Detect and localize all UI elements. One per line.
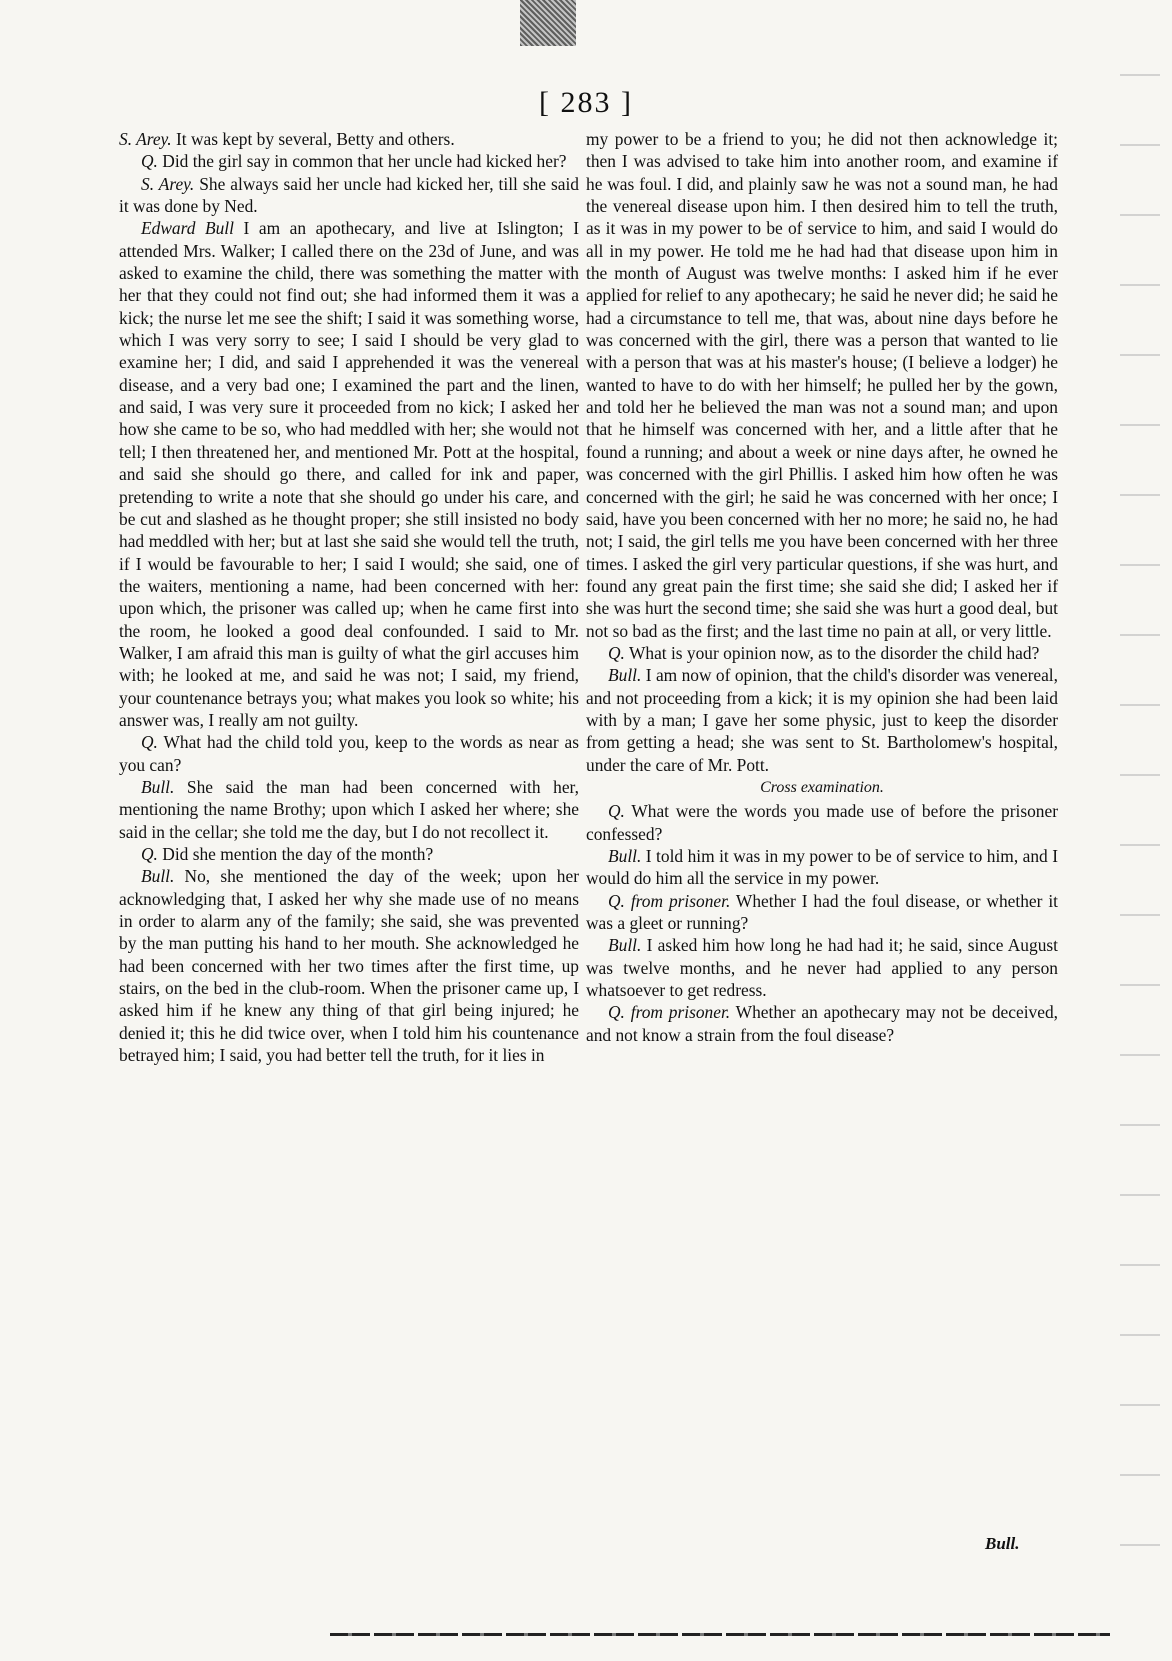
footer-rule	[330, 1633, 1110, 1636]
testimony-paragraph	[119, 731, 579, 776]
testimony-paragraph	[586, 642, 1058, 664]
page-edge-marks	[1120, 40, 1160, 1600]
paragraph-text: She said the man had been concerned with her, mentioning the name Brothy; upon which I asked her where; she said in the cellar; she told me the day, but I do not recollect it.	[119, 776, 579, 842]
speaker-label: Bull.	[141, 776, 175, 797]
paragraph-text: What had the child told you, keep to the words as near as you can?	[119, 732, 579, 775]
speaker-label: Bull.	[141, 866, 175, 887]
testimony-paragraph	[119, 843, 579, 865]
paragraph-text: Did the girl say in common that her uncle had kicked her?	[157, 151, 567, 172]
speaker-label: Q.	[141, 732, 158, 753]
speaker-label: Q.	[608, 801, 625, 822]
testimony-paragraph	[586, 845, 1058, 890]
speaker-label: Q. from prisoner.	[608, 1002, 731, 1023]
speaker-label: Bull.	[608, 846, 642, 866]
paragraph-text: I asked him how long he had had it; he said, since August was twelve months, and he never had applied to any person whatsoever to get redress.	[586, 935, 1058, 1001]
testimony-paragraph	[119, 776, 579, 843]
speaker-label: Bull.	[608, 665, 642, 686]
section-heading: Cross examination.	[760, 778, 884, 796]
testimony-paragraph	[586, 128, 1058, 642]
speaker-label: Q.	[608, 642, 625, 663]
speaker-label: Q.	[141, 844, 158, 864]
left-column	[119, 128, 579, 1066]
paragraph-text: Whether an apothecary may not be deceived, and not know a strain from the foul disease?	[586, 1002, 1058, 1045]
testimony-paragraph	[586, 1001, 1058, 1046]
paragraph-text: I told him it was in my power to be of service to him, and I would do him all the service in my power.	[586, 846, 1058, 889]
catchword: Bull.	[985, 1534, 1020, 1553]
speaker-label: Edward Bull	[141, 218, 234, 239]
testimony-paragraph	[119, 150, 579, 172]
speaker-label: Bull.	[608, 935, 642, 956]
testimony-paragraph	[119, 865, 579, 1066]
testimony-paragraph	[586, 664, 1058, 776]
speaker-label: Q. from prisoner.	[608, 890, 731, 911]
paragraph-text: Did she mention the day of the month?	[157, 844, 434, 864]
testimony-paragraph	[586, 890, 1058, 935]
testimony-paragraph	[119, 217, 579, 731]
speaker-label: Q.	[141, 151, 158, 172]
paragraph-text: No, she mentioned the day of the week; upon her acknowledging that, I asked her why she made use of no means in order to alarm any of the family; she said, she was prevented by the man putting his hand to her mouth. She acknowledged he had been concerned with her two times after the first time, up stairs, on the bed in the club-room. When the prisoner came up, I asked him if he knew any thing of that girl being injured; he denied it; this he did twice over, when I told him his countenance betrayed him; I said, you had better tell the truth, for it lies in	[119, 866, 579, 1066]
paragraph-text: What is your opinion now, as to the disorder the child had?	[624, 642, 1040, 663]
paragraph-text: It was kept by several, Betty and others.	[171, 129, 455, 149]
speaker-label: S. Arey.	[119, 129, 172, 149]
paragraph-text: I am now of opinion, that the child's disorder was venereal, and not proceeding from a kick; it is my opinion she had been laid with by a man; I gave her some physic, just to keep the disorder from getting a head; she was sent to St. Bartholomew's hospital, under the care of Mr. Pott.	[586, 665, 1058, 775]
speaker-label: S. Arey.	[141, 173, 195, 194]
page-number: [ 283 ]	[539, 86, 633, 119]
testimony-paragraph	[119, 128, 579, 150]
testimony-paragraph	[119, 173, 579, 218]
right-column	[586, 128, 1058, 1046]
header-ornament	[520, 0, 576, 46]
paragraph-text: She always said her uncle had kicked her, till she said it was done by Ned.	[119, 173, 579, 217]
testimony-paragraph	[586, 800, 1058, 845]
paragraph-text: What were the words you made use of before the prisoner confessed?	[586, 801, 1058, 844]
testimony-paragraph	[586, 934, 1058, 1001]
paragraph-text: Whether I had the foul disease, or whether it was a gleet or running?	[586, 890, 1058, 934]
paragraph-text: my power to be a friend to you; he did not then acknowledge it; then I was advised to take him into another room, and examine if he was foul. I did, and plainly saw he was not a sound man, he had the venereal disease upon him. I then desired him to tell the truth, as it was in my power to be of service to him, and said I would do all in my power. He told me he had had that disease upon him in the month of August was twelve months: I asked him if he ever applied for relief to any apothecary; he said he never did; he said he had a circumstance to tell me, that was, about nine days before he was concerned with the girl, there was a person that wanted to lie with a person that was at his master's house; (I believe a lodger) he wanted to have to do with her himself; he pulled her by the gown, and told her he believed the man was not a sound man; and upon that he himself was concerned with her, and a little after that he found a running; and about a week or nine days after, he owned he was concerned with the girl Phillis. I asked him how often he was concerned with the girl; he said he was concerned with her once; I said, have you been concerned with her no more; he said no, he had not; I said, the girl tells me you have been concerned with her three times. I asked the girl very particular questions, if she was hurt, and found any great pain the first time; she said she did; I asked her if she was hurt the second time; she said she was hurt a good deal, but not so bad as the first; and the last time no pain at all, or very little.	[586, 129, 1058, 641]
paragraph-text: I am an apothecary, and live at Islington; I attended Mrs. Walker; I called there on the 23d of June, and was asked to examine the child, there was something the matter with her that they could not find out; she had informed them it was a kick; the nurse let me see the shift; I said it was something worse, which I was very sorry to see; I said I should be very glad to examine her; I did, and said I apprehended it was the venereal disease, and a very bad one; I examined the part and the linen, and said, I was very sure it proceeded from no kick; I asked her how she came to be so, who had meddled with her; she would not tell; I then threatened her, and mentioned Mr. Pott at the hospital, and said she should go there, and called for ink and paper, pretending to write a note that she should go under his care, and be cut and slashed as he thought proper; she still insisted no body had meddled with her; but at last she said she would tell the truth, if I would be favourable to her; I said I would; she said, one of the waiters, mentioning a name, had been concerned with her: upon which, the prisoner was called up; when he came first into the room, he looked a good deal confounded. I said to Mr. Walker, I am afraid this man is guilty of what the girl accuses him with; he looked at me, and said he was not; I said, my friend, your countenance betrays you; what makes you look so white; his answer was, I really am not guilty.	[119, 218, 579, 730]
